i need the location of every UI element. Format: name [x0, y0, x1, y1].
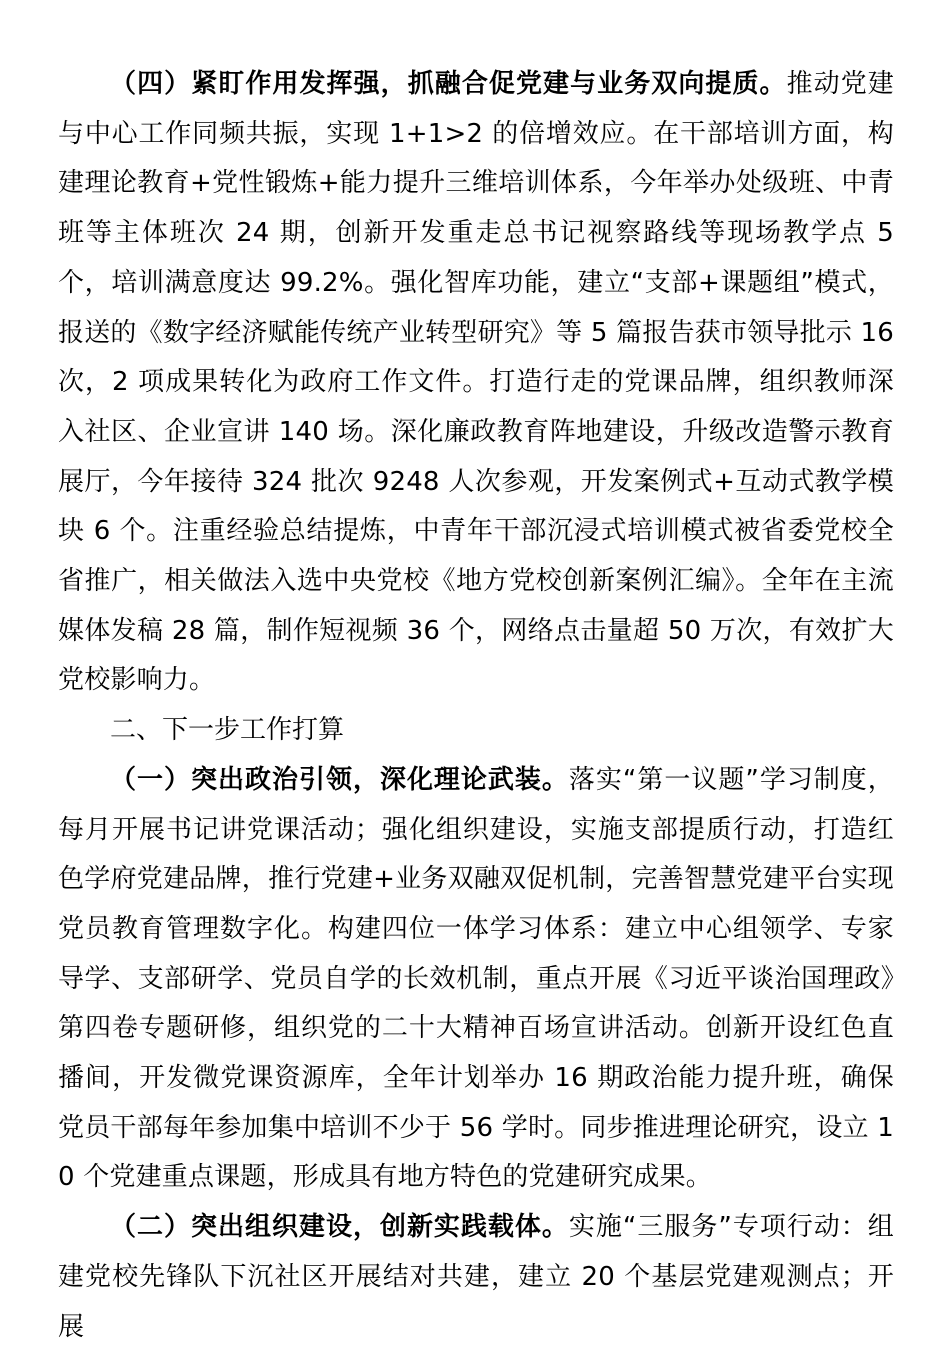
- plan-1-lead: （一）突出政治引领，深化理论武装。: [110, 764, 569, 795]
- document-page: [58, 60, 894, 1352]
- section-4-lead: （四）紧盯作用发挥强，抓融合促党建与业务双向提质。: [110, 69, 787, 99]
- plan-2-body: 实施“三服务”专项行动：组建党校先锋队下沉社区开展结对共建，建立 20 个基层党建观测点；开展: [58, 1212, 894, 1342]
- heading-next-steps: 二、下一步工作打算: [110, 715, 345, 746]
- section-4-body: 推动党建与中心工作同频共振，实现 1+1>2 的倍增效应。在干部培训方面，构建理论教育+党性锻炼+能力提升三维培训体系，今年举办处级班、中青班等主体班次 24 期，创新开发重走总书记视察路线等现场教学点 5 个，培训满意度达 99.2%。强化智库功能，建立“支部+课题组”模式，报送的《数字经济赋能传统产业转型研究》等 5 篇报告获市领导批示 16 次，2 项成果转化为政府工作文件。打造行走的党课品牌，组织教师深入社区、企业宣讲 140 场。深化廉政教育阵地建设，升级改造警示教育展厅，今年接待 324 批次 9248 人次参观，开发案例式+互动式教学模块 6 个。注重经验总结提炼，中青年干部沉浸式培训模式被省委党校全省推广，相关做法入选中央党校《地方党校创新案例汇编》。全年在主流媒体发稿 28 篇，制作短视频 36 个，网络点击量超 50 万次，有效扩大党校影响力。: [58, 69, 894, 696]
- plan-2-lead: （二）突出组织建设，创新实践载体。: [110, 1212, 569, 1243]
- paragraph-plan-1: [58, 756, 894, 1203]
- paragraph-section-4: [58, 60, 894, 706]
- paragraph-plan-2: [58, 1203, 894, 1352]
- plan-1-body: 落实“第一议题”学习制度，每月开展书记讲党课活动；强化组织建设，实施支部提质行动，打造红色学府党建品牌，推行党建+业务双融双促机制，完善智慧党建平台实现党员教育管理数字化。构建四位一体学习体系：建立中心组领学、专家导学、支部研学、党员自学的长效机制，重点开展《习近平谈治国理政》第四卷专题研修，组织党的二十大精神百场宣讲活动。创新开设红色直播间，开发微党课资源库，全年计划举办 16 期政治能力提升班，确保党员干部每年参加集中培训不少于 56 学时。同步推进理论研究，设立 10 个党建重点课题，形成具有地方特色的党建研究成果。: [58, 764, 894, 1193]
